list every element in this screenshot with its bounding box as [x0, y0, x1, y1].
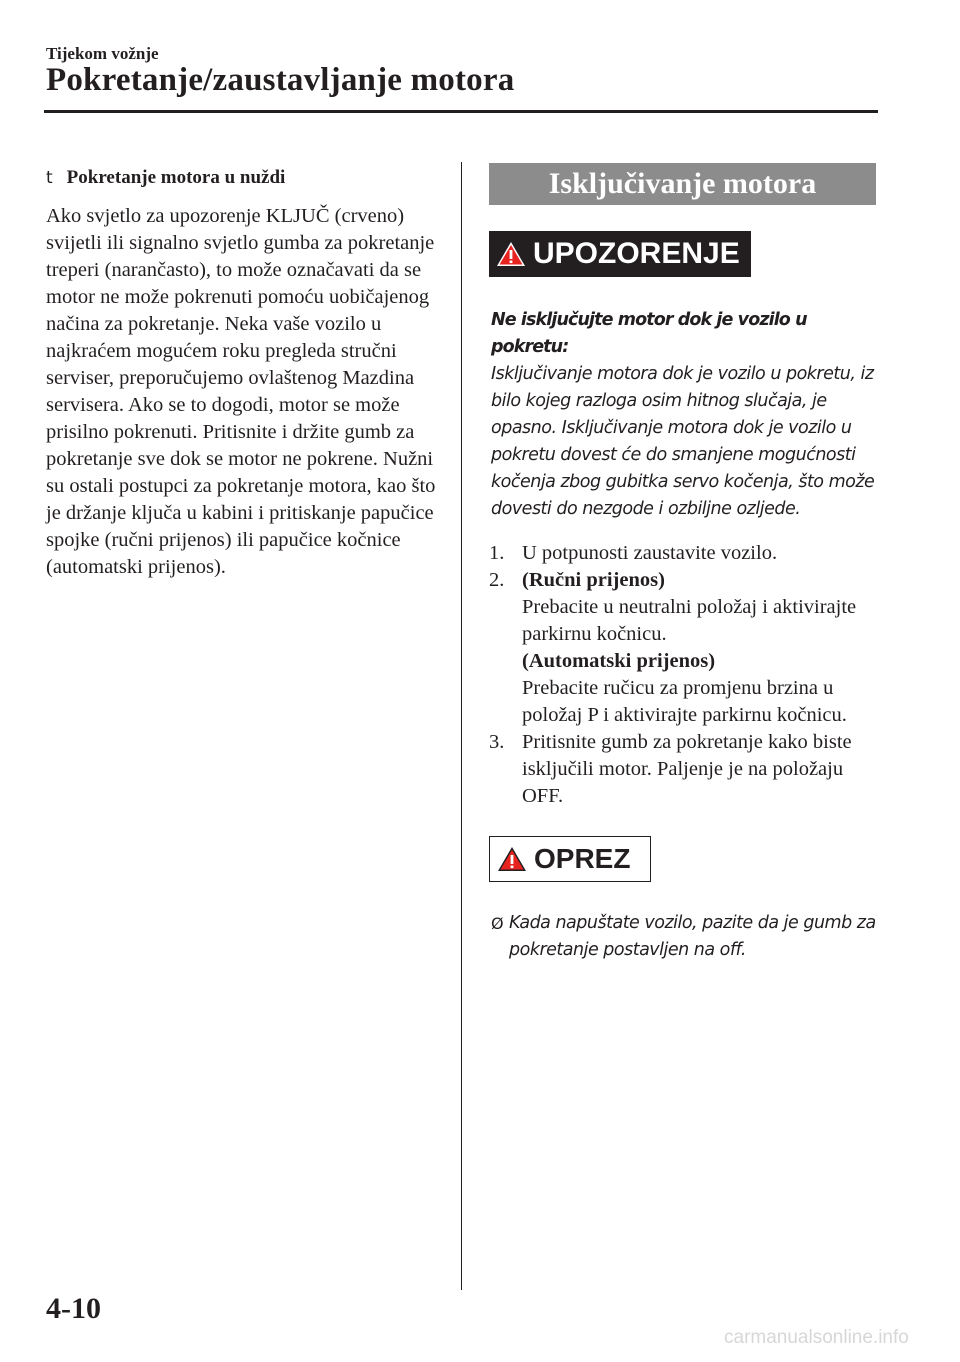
arrow-bullet-icon: Ø: [491, 914, 504, 933]
step-number: 1.: [489, 542, 505, 564]
step-number: 2.: [489, 569, 505, 591]
automatic-transmission-text: Prebacite ručicu za promjenu brzina u položaj P i aktivirajte parkirnu kočnicu.: [522, 677, 847, 726]
step-text: U potpunosti zaustavite vozilo.: [522, 542, 778, 564]
caution-item: [491, 910, 881, 964]
caution-text: Kada napuštate vozilo, pazite da je gumb za pokretanje postavljen na off.: [509, 913, 876, 960]
automatic-transmission-label: (Automatski prijenos): [522, 650, 716, 672]
step-1: [489, 540, 881, 567]
section-title: Isključivanje motora: [489, 162, 876, 205]
column-divider: [461, 162, 462, 1290]
warning-body: Isključivanje motora dok je vozilo u pokretu, iz bilo kojeg razloga osim hitnog slučaja, je opasno. Isključivanje motora dok je vozilo u pokretu dovest će do smanjene mogućnosti kočenja zbog gubitka servo kočenja, što može dovesti do nezgode i ozbiljne ozljede.: [491, 364, 875, 519]
warning-label: UPOZORENJE: [533, 237, 740, 270]
emergency-start-heading: [46, 165, 442, 191]
step-2: [489, 567, 881, 729]
shutdown-steps: [489, 540, 881, 810]
section-bullet-icon: t: [46, 168, 53, 188]
right-column: [489, 162, 881, 964]
emergency-start-title: Pokretanje motora u nuždi: [66, 167, 286, 188]
caution-label-box: [489, 836, 651, 882]
step-number: 3.: [489, 731, 505, 753]
warning-label-box: [489, 231, 751, 277]
caution-label: OPREZ: [534, 843, 631, 874]
title-rule: [44, 110, 878, 113]
footer-watermark: carmanualsonline.info: [724, 1327, 909, 1348]
step-text: Pritisnite gumb za pokretanje kako biste isključili motor. Paljenje je na položaju OFF.: [522, 731, 852, 807]
page-number: 4-10: [46, 1292, 101, 1325]
left-column: [46, 165, 442, 581]
manual-transmission-text: Prebacite u neutralni položaj i aktivirajte parkirnu kočnicu.: [522, 596, 857, 645]
warning-triangle-icon: [489, 231, 533, 277]
caution-triangle-icon: [490, 837, 534, 881]
warning-lead: Ne isključujte motor dok je vozilo u pokretu:: [491, 310, 807, 357]
manual-transmission-label: (Ručni prijenos): [522, 569, 665, 591]
warning-text: [491, 307, 881, 523]
step-3: [489, 729, 881, 810]
page-title: Pokretanje/zaustavljanje motora: [46, 62, 515, 98]
chapter-heading: Tijekom vožnje: [46, 44, 159, 63]
emergency-start-body: Ako svjetlo za upozorenje KLJUČ (crveno) svijetli ili signalno svjetlo gumba za pokretanje treperi (narančasto), to može označavati da se motor ne može pokrenuti pomoću uobičajenog načina za pokretanje. Neka vaše vozilo u najkraćem mogućem roku pregleda stručni serviser, preporučujemo ovlaštenog Mazdina servisera. Ako se to dogodi, motor se može prisilno pokrenuti. Pritisnite i držite gumb za pokretanje sve dok se motor ne pokrene. Nužni su ostali postupci za pokretanje motora, kao što je držanje ključa u kabini i pritiskanje papučice spojke (ručni prijenos) ili papučice kočnice (automatski prijenos).: [46, 205, 436, 578]
